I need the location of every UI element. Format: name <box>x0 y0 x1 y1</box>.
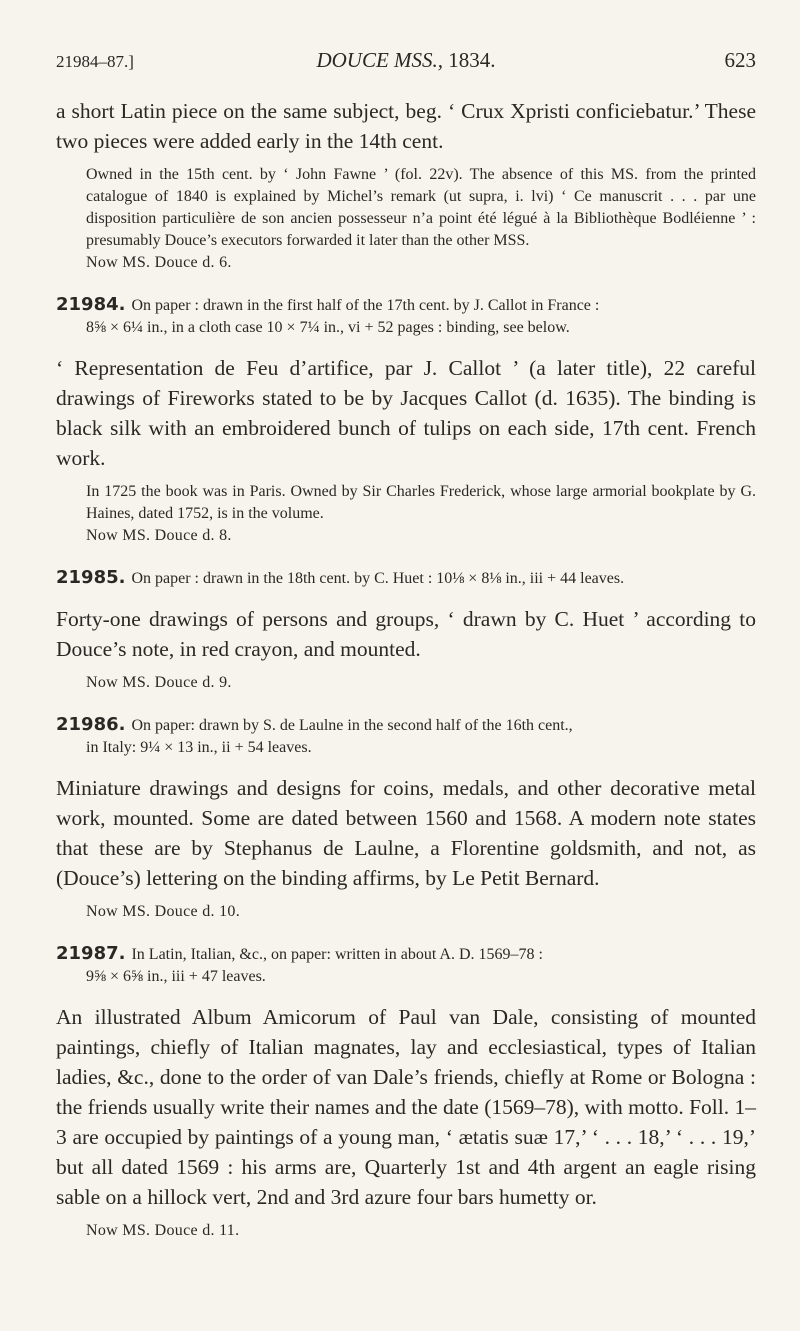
entry-description: On paper: drawn by S. de Laulne in the second half of the 16th cent., <box>131 717 573 734</box>
entry-range: 21984–87.] <box>56 52 134 71</box>
shelfmark: Now MS. Douce d. 6. <box>86 254 232 271</box>
entry-21987-head <box>56 943 756 988</box>
shelfmark: Now MS. Douce d. 9. <box>86 674 232 691</box>
entry-21986-head <box>56 714 756 759</box>
shelfmark: Now MS. Douce d. 8. <box>86 527 232 544</box>
entry-number: 21987. <box>56 943 126 964</box>
running-head <box>56 48 756 88</box>
page-number: 623 <box>724 48 756 72</box>
entry-21984-note: In 1725 the book was in Paris. Owned by Sir Charles Frederick, whose large armorial bookplate by G. Haines, dated 1752, is in the volume. <box>86 483 756 522</box>
entry-description-cont: in Italy: 9¼ × 13 in., ii + 54 leaves. <box>86 739 312 756</box>
intro-note: Owned in the 15th cent. by ‘ John Fawne ’ (fol. 22v). The absence of this MS. from the printed catalogue of 1840 is explained by Michel’s remark (ut supra, i. lvi) ‘ Ce manuscrit . . . par une disposition particulière de son ancien possesseur n’a point été légué à la Bibliothèque Bodléienne ’ : presumably Douce’s executors forwarded it later than the other MSS. <box>86 166 756 249</box>
catalogue-page <box>56 48 756 1242</box>
entry-number: 21985. <box>56 567 126 588</box>
entry-21986-body: Miniature drawings and designs for coins, medals, and other decorative metal work, mounted. Some are dated between 1560 and 1568. A modern note states that these are by Stephanus de Laulne, a Florentine goldsmith, and not, as (Douce’s) lettering on the binding affirms, by Le Petit Bernard. <box>56 776 756 890</box>
entry-description: On paper : drawn in the first half of the 17th cent. by J. Callot in France : <box>131 297 600 314</box>
shelfmark: Now MS. Douce d. 11. <box>86 1222 240 1239</box>
entry-21984-body: ‘ Representation de Feu d’artifice, par J. Callot ’ (a later title), 22 careful drawings of Fireworks stated to be by Jacques Callot (d. 1635). The binding is black silk with an embroidered bunch of tulips on each side, 17th cent. French work. <box>56 356 756 470</box>
running-year: 1834. <box>448 48 496 72</box>
entry-number: 21984. <box>56 294 126 315</box>
entry-21984-head <box>56 294 756 339</box>
entry-number: 21986. <box>56 714 126 735</box>
entry-21987-body: An illustrated Album Amicorum of Paul van Dale, consisting of mounted paintings, chiefly of Italian magnates, lay and ecclesiastical, types of Italian ladies, &c., done to the order of van Dale’s friends, chiefly at Rome or Bologna : the friends usually write their names and the date (1569–78), with motto. Foll. 1–3 are occupied by paintings of a young man, ‘ ætatis suæ 17,’ ‘ . . . 18,’ ‘ . . . 19,’ but all dated 1569 : his arms are, Quarterly 1st and 4th argent an eagle rising sable on a hillock vert, 2nd and 3rd azure four bars humetty or. <box>56 1005 756 1209</box>
entry-21985-body: Forty-one drawings of persons and groups, ‘ drawn by C. Huet ’ according to Douce’s note, in red crayon, and mounted. <box>56 607 756 661</box>
intro-body: a short Latin piece on the same subject, beg. ‘ Crux Xpristi conficiebatur.’ These two pieces were added early in the 14th cent. <box>56 99 756 153</box>
entry-21985-head <box>56 567 756 590</box>
entry-description: On paper : drawn in the 18th cent. by C. Huet : 10⅛ × 8⅛ in., iii + 44 leaves. <box>131 570 625 587</box>
running-title: DOUCE MSS., <box>316 48 444 72</box>
entry-description: In Latin, Italian, &c., on paper: written in about A. D. 1569–78 : <box>131 946 543 963</box>
entry-description-cont: 8⅝ × 6¼ in., in a cloth case 10 × 7¼ in., vi + 52 pages : binding, see below. <box>86 319 570 336</box>
shelfmark: Now MS. Douce d. 10. <box>86 903 240 920</box>
entry-description-cont: 9⅝ × 6⅝ in., iii + 47 leaves. <box>86 968 266 985</box>
